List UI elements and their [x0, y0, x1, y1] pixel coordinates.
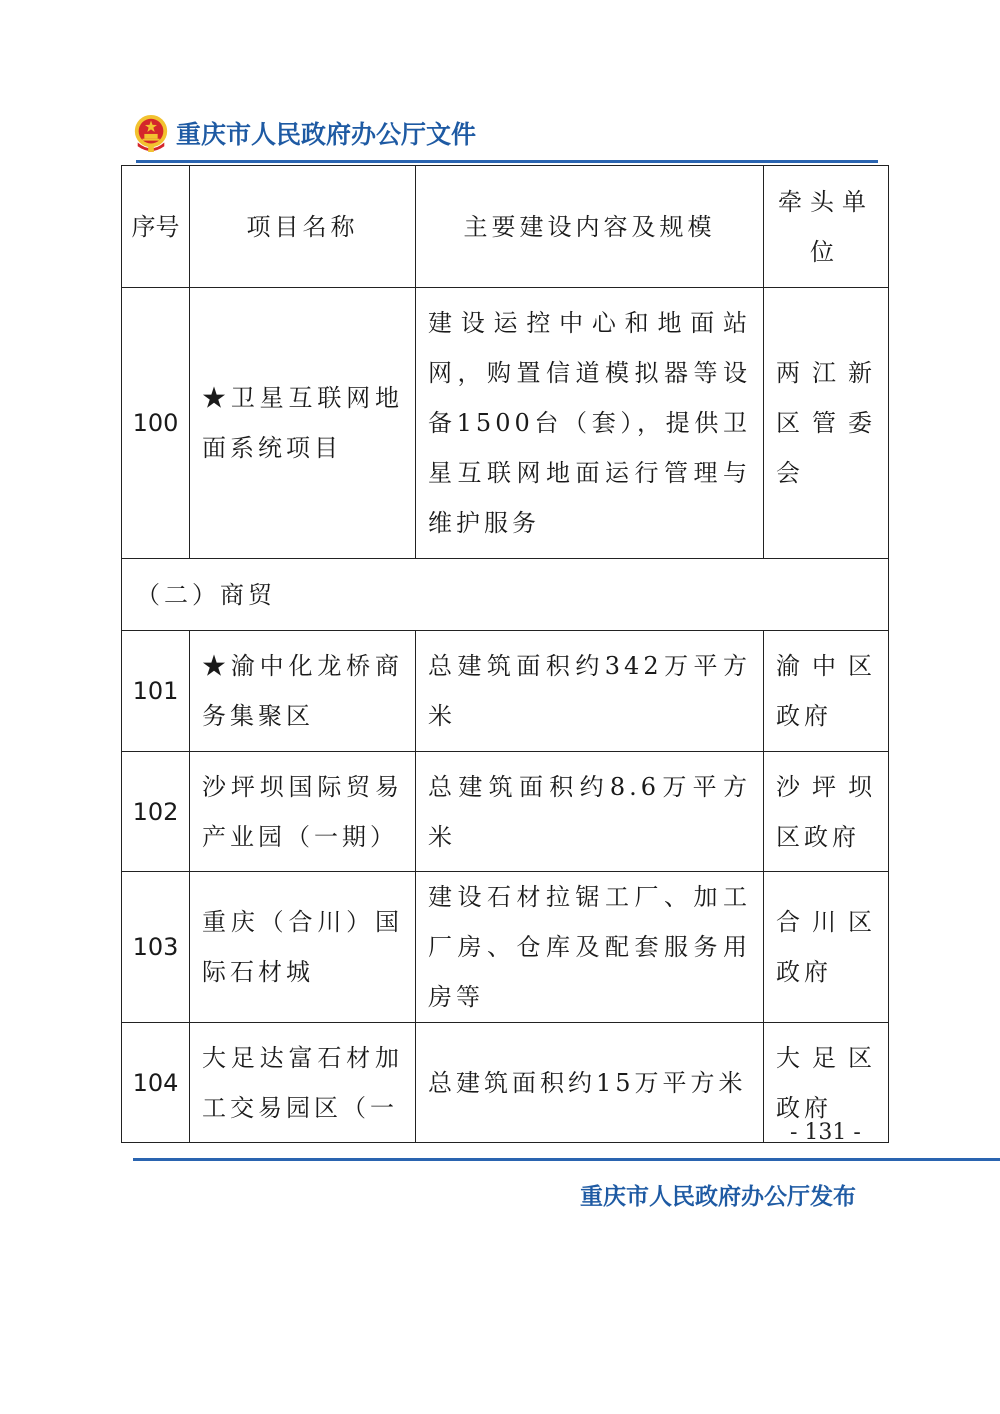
document-header [132, 108, 476, 158]
project-name: 重庆（合川）国际石材城 [190, 872, 416, 1023]
project-table [121, 165, 889, 1143]
row-number: 103 [122, 872, 190, 1023]
lead-unit: 两江新区管委会 [764, 288, 889, 559]
footer-publisher: 重庆市人民政府办公厅发布 [580, 1183, 856, 1210]
lead-unit: 渝中区政府 [764, 631, 889, 752]
project-name: ★渝中化龙桥商务集聚区 [190, 631, 416, 752]
table-row [122, 1023, 889, 1143]
row-number: 101 [122, 631, 190, 752]
project-content: 总建筑面积约15万平方米 [416, 1023, 764, 1143]
header-title: 重庆市人民政府办公厅文件 [176, 120, 477, 149]
row-number: 104 [122, 1023, 190, 1143]
project-name: 沙坪坝国际贸易产业园（一期） [190, 752, 416, 872]
table-header-row [122, 166, 889, 288]
project-content: 建设运控中心和地面站网，购置信道模拟器等设备1500台（套），提供卫星互联网地面运行管理与维护服务 [416, 288, 764, 559]
table-row [122, 288, 889, 559]
lead-unit: 大足区政府 [764, 1023, 889, 1143]
project-name: 大足达富石材加工交易园区（一 [190, 1023, 416, 1143]
table-row [122, 872, 889, 1023]
project-content: 总建筑面积约342万平方米 [416, 631, 764, 752]
lead-unit: 合川区政府 [764, 872, 889, 1023]
table-row [122, 752, 889, 872]
column-header-unit: 牵头单位 [764, 166, 889, 288]
section-row [122, 559, 889, 631]
column-header-name: 项目名称 [190, 166, 416, 288]
column-header-no: 序号 [122, 166, 190, 288]
page-number: - 131 - [790, 1120, 861, 1145]
project-content: 建设石材拉锯工厂、加工厂房、仓库及配套服务用房等 [416, 872, 764, 1023]
row-number: 100 [122, 288, 190, 559]
section-title: （二）商贸 [122, 559, 889, 631]
lead-unit: 沙坪坝区政府 [764, 752, 889, 872]
project-content: 总建筑面积约8.6万平方米 [416, 752, 764, 872]
national-emblem-icon [132, 112, 170, 154]
header-divider [136, 160, 878, 163]
footer-divider [133, 1158, 1000, 1161]
row-number: 102 [122, 752, 190, 872]
column-header-content: 主要建设内容及规模 [416, 166, 764, 288]
table-row [122, 631, 889, 752]
project-name: ★卫星互联网地面系统项目 [190, 288, 416, 559]
